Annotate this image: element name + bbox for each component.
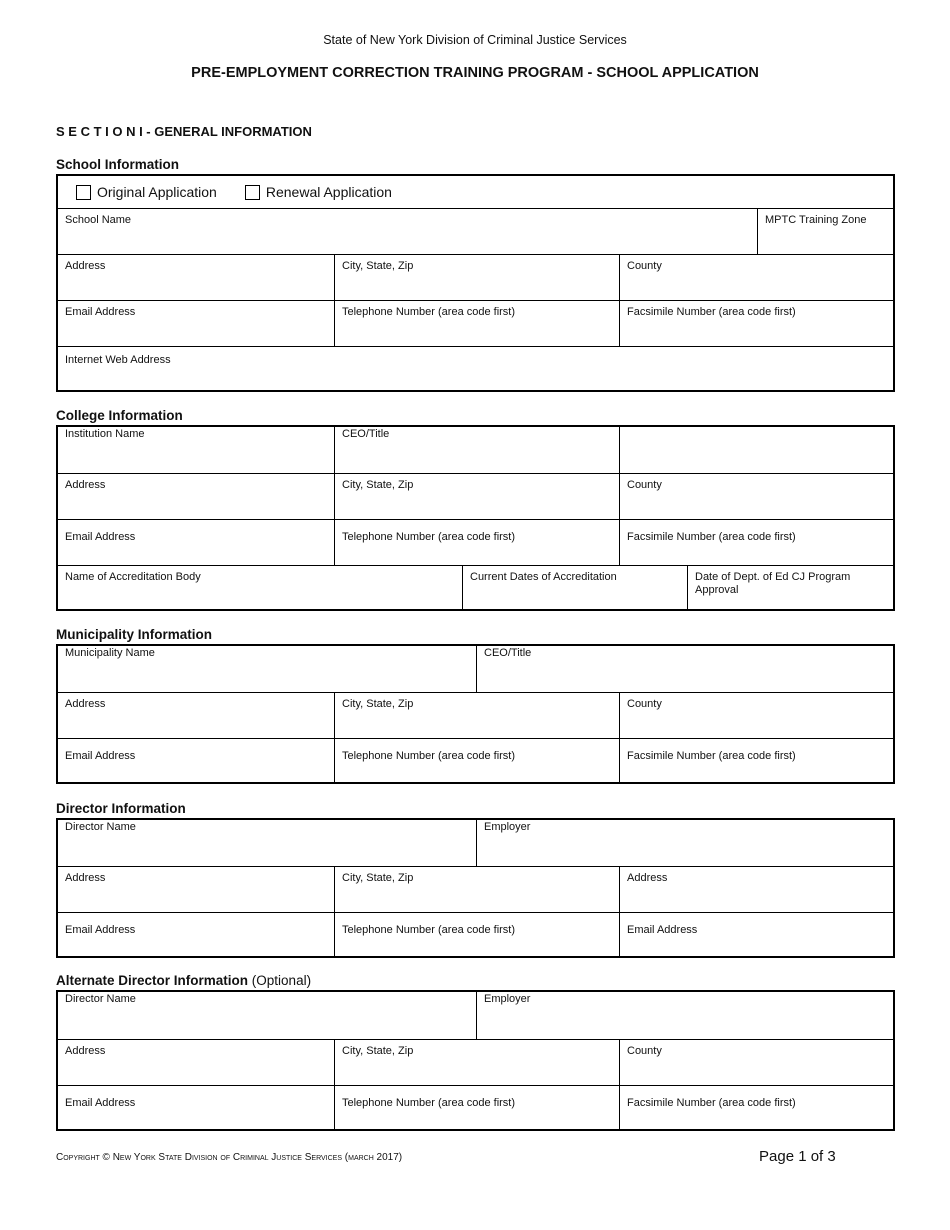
accreditation-dates-field[interactable] xyxy=(463,566,688,609)
renewal-application-label: Renewal Application xyxy=(265,184,392,200)
accreditation-body-field[interactable] xyxy=(58,566,463,609)
director-city-field[interactable] xyxy=(335,867,620,912)
alternate-director-title: Alternate Director Information xyxy=(56,973,249,988)
checkbox-icon xyxy=(245,185,260,200)
alt-director-city-field[interactable] xyxy=(335,1040,620,1085)
optional-note: (Optional) xyxy=(251,973,312,988)
municipality-city-field[interactable] xyxy=(335,693,620,738)
field-label: County xyxy=(627,1045,662,1057)
director-email-2-field[interactable] xyxy=(620,913,893,956)
director-phone-field[interactable] xyxy=(335,913,620,956)
field-label: City, State, Zip xyxy=(342,1045,414,1057)
field-label: Date of Dept. of Ed CJ Program Approval xyxy=(695,571,851,596)
college-county-field[interactable] xyxy=(620,474,893,519)
field-label: Telephone Number (area code first) xyxy=(342,750,516,762)
agency-name: State of New York Division of Criminal Justice Services xyxy=(323,33,627,47)
field-label: Telephone Number (area code first) xyxy=(342,924,516,936)
alternate-director-heading xyxy=(56,973,311,988)
copyright-notice: Copyright © New York State Division of Criminal Justice Services (march 2017) xyxy=(56,1152,403,1163)
alt-director-employer-field[interactable] xyxy=(477,992,893,1039)
mptc-zone-field[interactable] xyxy=(758,209,893,254)
field-label: Telephone Number (area code first) xyxy=(342,531,516,543)
field-label: County xyxy=(627,479,662,491)
college-city-field[interactable] xyxy=(335,474,620,519)
field-label: School Name xyxy=(65,214,132,226)
field-label: City, State, Zip xyxy=(342,872,414,884)
director-name-field[interactable] xyxy=(58,820,477,866)
program-approval-date-field[interactable] xyxy=(688,566,893,609)
field-label: City, State, Zip xyxy=(342,698,414,710)
field-label: Address xyxy=(627,872,668,884)
alt-director-name-field[interactable] xyxy=(58,992,477,1039)
field-label: City, State, Zip xyxy=(342,479,414,491)
field-label: Address xyxy=(65,698,106,710)
checkbox-icon xyxy=(76,185,91,200)
field-label: CEO/Title xyxy=(342,428,390,440)
form-title: PRE-EMPLOYMENT CORRECTION TRAINING PROGRAM - SCHOOL APPLICATION xyxy=(191,65,759,81)
director-address-2-field[interactable] xyxy=(620,867,893,912)
director-address-field[interactable] xyxy=(58,867,335,912)
college-blank-field[interactable] xyxy=(620,427,893,473)
municipality-email-field[interactable] xyxy=(58,739,335,782)
field-label: Employer xyxy=(484,993,531,1005)
field-label: MPTC Training Zone xyxy=(765,214,867,226)
field-label: Internet Web Address xyxy=(65,354,171,366)
alt-director-phone-field[interactable] xyxy=(335,1086,620,1129)
original-application-checkbox[interactable] xyxy=(76,184,217,200)
college-email-field[interactable] xyxy=(58,520,335,565)
institution-name-field[interactable] xyxy=(58,427,335,473)
municipality-phone-field[interactable] xyxy=(335,739,620,782)
field-label: Telephone Number (area code first) xyxy=(342,1097,516,1109)
field-label: Address xyxy=(65,479,106,491)
municipality-county-field[interactable] xyxy=(620,693,893,738)
field-label: Facsimile Number (area code first) xyxy=(627,306,796,318)
field-label: Address xyxy=(65,872,106,884)
alt-director-email-field[interactable] xyxy=(58,1086,335,1129)
field-label: Municipality Name xyxy=(65,647,155,659)
field-label: Address xyxy=(65,1045,106,1057)
college-fax-field[interactable] xyxy=(620,520,893,565)
municipality-address-field[interactable] xyxy=(58,693,335,738)
college-phone-field[interactable] xyxy=(335,520,620,565)
school-web-field[interactable] xyxy=(58,347,893,390)
college-ceo-field[interactable] xyxy=(335,427,620,473)
field-label: Name of Accreditation Body xyxy=(65,571,201,583)
field-label: Facsimile Number (area code first) xyxy=(627,750,796,762)
director-email-field[interactable] xyxy=(58,913,335,956)
municipality-info-heading: Municipality Information xyxy=(56,627,213,642)
field-label: County xyxy=(627,260,662,272)
school-address-field[interactable] xyxy=(58,255,335,300)
field-label: Telephone Number (area code first) xyxy=(342,306,516,318)
municipality-ceo-field[interactable] xyxy=(477,646,893,692)
section-heading: S E C T I O N I - GENERAL INFORMATION xyxy=(56,124,312,139)
field-label: County xyxy=(627,698,662,710)
field-label: Email Address xyxy=(65,531,136,543)
school-fax-field[interactable] xyxy=(620,301,893,346)
school-phone-field[interactable] xyxy=(335,301,620,346)
director-info-table xyxy=(56,818,895,958)
college-info-table xyxy=(56,425,895,611)
field-label: Institution Name xyxy=(65,428,145,440)
alternate-director-table xyxy=(56,990,895,1131)
application-type-row xyxy=(58,176,893,209)
field-label: Address xyxy=(65,260,106,272)
school-email-field[interactable] xyxy=(58,301,335,346)
field-label: Email Address xyxy=(65,924,136,936)
municipality-name-field[interactable] xyxy=(58,646,477,692)
field-label: Current Dates of Accreditation xyxy=(470,571,617,583)
field-label: CEO/Title xyxy=(484,647,532,659)
municipality-fax-field[interactable] xyxy=(620,739,893,782)
renewal-application-checkbox[interactable] xyxy=(245,184,392,200)
field-label: City, State, Zip xyxy=(342,260,414,272)
school-city-field[interactable] xyxy=(335,255,620,300)
college-address-field[interactable] xyxy=(58,474,335,519)
alt-director-address-field[interactable] xyxy=(58,1040,335,1085)
original-application-label: Original Application xyxy=(97,184,217,200)
director-employer-field[interactable] xyxy=(477,820,893,866)
field-label: Email Address xyxy=(627,924,698,936)
page-number: Page 1 of 3 xyxy=(759,1148,836,1165)
field-label: Email Address xyxy=(65,1097,136,1109)
field-label: Facsimile Number (area code first) xyxy=(627,1097,796,1109)
municipality-info-table xyxy=(56,644,895,784)
school-info-heading: School Information xyxy=(56,157,179,172)
field-label: Email Address xyxy=(65,306,136,318)
alt-director-county-field[interactable] xyxy=(620,1040,893,1085)
director-info-heading: Director Information xyxy=(56,801,186,816)
school-info-table xyxy=(56,174,895,392)
field-label: Employer xyxy=(484,821,531,833)
college-info-heading: College Information xyxy=(56,408,183,423)
field-label: Director Name xyxy=(65,993,136,1005)
alt-director-fax-field[interactable] xyxy=(620,1086,893,1129)
field-label: Facsimile Number (area code first) xyxy=(627,531,796,543)
field-label: Director Name xyxy=(65,821,136,833)
field-label: Email Address xyxy=(65,750,136,762)
school-county-field[interactable] xyxy=(620,255,893,300)
school-name-field[interactable] xyxy=(58,209,758,254)
